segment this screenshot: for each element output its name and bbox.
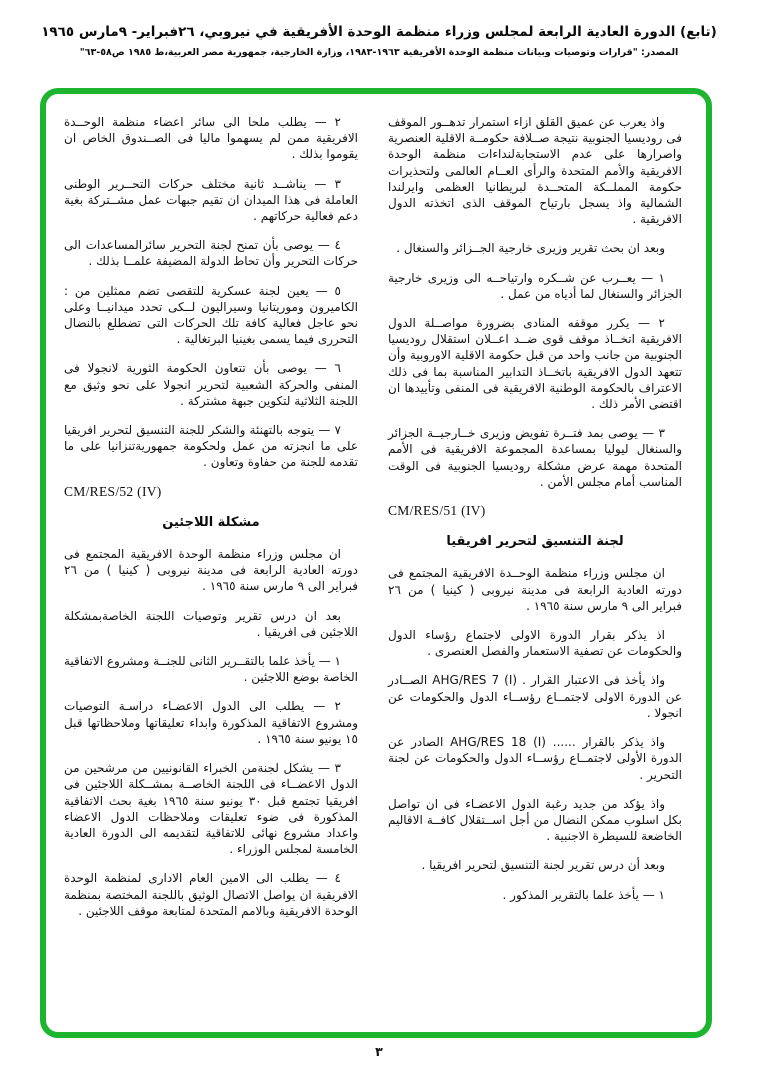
resolution-heading: لجنة التنسيق لتحرير افريقيا — [446, 534, 624, 550]
paragraph: ٣ — يوصى بمد فتــرة تفويض وزيرى خــارجيــة الجزائر والسنغال ليوليا بمساعدة المجموعة الافريقية فى الأمم المتحدة مهمة عرض مشكلة روديسيا الجنوبية فى الوقت المناسب أمام مجلس الأمن . — [388, 426, 682, 489]
paragraph: ٣ — يشكل لجنةمن الخبراء القانونيين من مرشحين من الدول الاعضــاء فى اللجنة الخاصــة بمشــكلة اللاجئين فى افريقيا تجتمع قبل ٣٠ يونيو سنة ١٩٦٥ بغية بحث الاتفاقية المذكورة فى ضوء تعليقات وملاحظات الدول الاعضاء واعداد مشروع نهائى للاتفاقية لتقديمه الى الدورة العادية الخامسة لمجلس الوزراء . — [64, 761, 358, 857]
paragraph: ان مجلس وزراء منظمة الوحدة الافريقية المجتمع فى دورته العادية الرابعة فى مدينة نيروبى ( كينيا ) من ٢٦ فبراير الى ٩ مارس سنة ١٩٦٥ . — [64, 547, 358, 594]
paragraph: وبعد أن درس تقرير لجنة التنسيق لتحرير افريقيا . — [421, 858, 665, 873]
paragraph: ١ — يأخذ علما بالتقــرير الثانى للجنــة ومشروع الاتفاقية الخاصة بوضع اللاجئين . — [64, 654, 358, 685]
paragraph: وبعد ان بحث تقرير وزيرى خارجية الجــزائر والسنغال . — [396, 241, 665, 256]
paragraph: ٧ — يتوجه بالتهنئة والشكر للجنة التنسيق لتحرير افريقيا على ما انجزته من عمل ولحكومة جمهوريةتنزانيا على ما تقدمه للجنة من حفاوة وتعاون . — [64, 423, 358, 470]
paragraph: ٥ — يعين لجنة عسكرية للتقصى تضم ممثلين من : الكاميرون وموريتانيا وسيراليون لــكى تحدد ميدانيــا وعلى نحو عاجل فعالية كافة تلك الحركات التى تضطلع بالنضال التحررى فيما يسمى بغينيا البرتغالية . — [64, 283, 358, 347]
paragraph: ١ — يعــرب عن شــكره وارتياحــه الى وزيرى خارجية الجزائر والسنغال لما أدياه من عمل . — [388, 270, 682, 301]
paragraph: واذ يأخذ فى الاعتبار القرار . AHG/RES 7 (I) الصــادر عن الدورة الاولى لاجتمــاع رؤســاء الدول والحكومات عن انجولا . — [388, 673, 682, 720]
column-right — [388, 114, 682, 1022]
paragraph: اذ يذكر بقرار الدورة الاولى لاجتماع رؤساء الدول والحكومات عن تصفية الاستعمار والفصل العنصرى . — [388, 628, 682, 659]
paragraph: بعد ان درس تقرير وتوصيات اللجنة الخاصةبمشكلة اللاجئين فى افريقيا . — [64, 608, 358, 639]
paragraph: ٦ — يوصى بأن تتعاون الحكومة الثورية لانجولا فى المنفى والحركة الشعبية لتحرير انجولا على نحو وثيق مع اللجنة الثلاثية لتكوين جبهة مشتركة . — [64, 361, 358, 408]
paragraph: واذ يعرب عن عميق القلق ازاء استمرار تدهــور الموقف فى روديسيا الجنوبية نتيجة صــلافة حكومــة الاقلية العنصرية واصرارها على عدم الاستجابةلنداءات منظمة الوحدة الافريقية والأمم المتحدة والرأى العــام العالمى ولتحذيرات حكومة المملــكة المتحــدة لبريطانيا العظمى وايرلندا الشمالية واذ يسجل بارتياح الموقف الذى اتخذته الدول الافريقية . — [388, 115, 682, 227]
paragraph: ٢ — يكرر موقفه المنادى بضرورة مواصــلة الدول الافريقية اتخــاذ موقف قوى ضــد اعــلان استقلال روديسيا الجنوبية من جانب واحد من قبل حكومة الاقلية الاوروبية وأن تتعهد الدول الافريقية باتخــاذ التدابير المناسبة بما فى ذلك الاعتراف بالحكومة الوطنية الافريقية فى المنفى وتأييدها ان اقتضى الأمر ذلك . — [388, 316, 682, 412]
resolution-ref: CM/RES/52 (IV) — [64, 483, 162, 499]
page-number: ٣ — [375, 1044, 383, 1059]
paragraph: ان مجلس وزراء منظمة الوحــدة الافريقية المجتمع فى دورته العادية الرابعة فى مدينة نيروبى ( كينيا ) من ٢٦ فبراير الى ٩ مارس سنة ١٩٦٥ . — [388, 566, 682, 613]
page-header — [30, 24, 728, 58]
paragraph: ٤ — يوصى بأن تمنح لجنة التحرير سائرالمساعدات الى حركات التحرير وأن تحاط الدولة المضيفة علمــا بذلك . — [64, 238, 358, 269]
text-columns — [46, 94, 706, 1032]
source-citation: المصدر: "قرارات وتوصيات وبيانات منظمة الوحدة الأفريقية ١٩٦٣-١٩٨٣، وزارة الخارجية، جمهورية مصر العربية،ط ١٩٨٥ ص٥٨-٦٣" — [79, 47, 679, 58]
resolution-heading: مشكلة اللاجئين — [162, 514, 260, 530]
paragraph: ١ — يأخذ علما بالتقرير المذكور . — [502, 887, 665, 902]
session-title: (تابع) الدورة العادية الرابعة لمجلس وزراء منظمة الوحدة الأفريقية في نيروبي، ٢٦فبراير- ٩مارس ١٩٦٥ — [41, 24, 717, 40]
paragraph: ٤ — يطلب الى الامين العام الادارى لمنظمة الوحدة الافريقية ان يواصل الاتصال الوثيق باللجنة المختصة بمنظمة الوحدة الافريقية وبالامم المتحدة لمتابعة موقف اللاجئين . — [64, 871, 358, 918]
column-left — [64, 114, 358, 1022]
paragraph: ٢ — يطلب ملحا الى سائر اعضاء منظمة الوحــدة الافريقية ممن لم يسهموا ماليا فى الصــندوق الخاص ان يقوموا بذلك . — [64, 115, 358, 162]
paragraph: ٢ — يطلب الى الدول الاعضـاء دراسـة التوصيات ومشروع الاتفاقية المذكورة وابداء تعليقاتها وملاحظاتها قبل ١٥ يونيو سنة ١٩٦٥ . — [64, 699, 358, 746]
resolution-ref: CM/RES/51 (IV) — [388, 503, 486, 519]
paragraph: واذ يؤكد من جديد رغبة الدول الاعضـاء فى ان تواصل بكل اسلوب ممكن النضال من أجل اســتقلال كافــة الاقاليم الخاضعة للسيطرة الاجنبية . — [388, 796, 682, 844]
paragraph: واذ يذكر بالقرار ...... AHG/RES 18 (I) الصادر عن الدورة الأولى لاجتمــاع رؤســاء الدول والحكومات عن لجنة التحرير . — [388, 735, 682, 782]
paragraph: ٣ — يناشــد ثانية مختلف حركات التحــرير الوطنى العاملة فى هذا الميدان ان تقيم جبهات عمل مشــتركة بغية دعم فعالية حركاتهم . — [64, 176, 358, 224]
page-frame — [40, 88, 712, 1038]
